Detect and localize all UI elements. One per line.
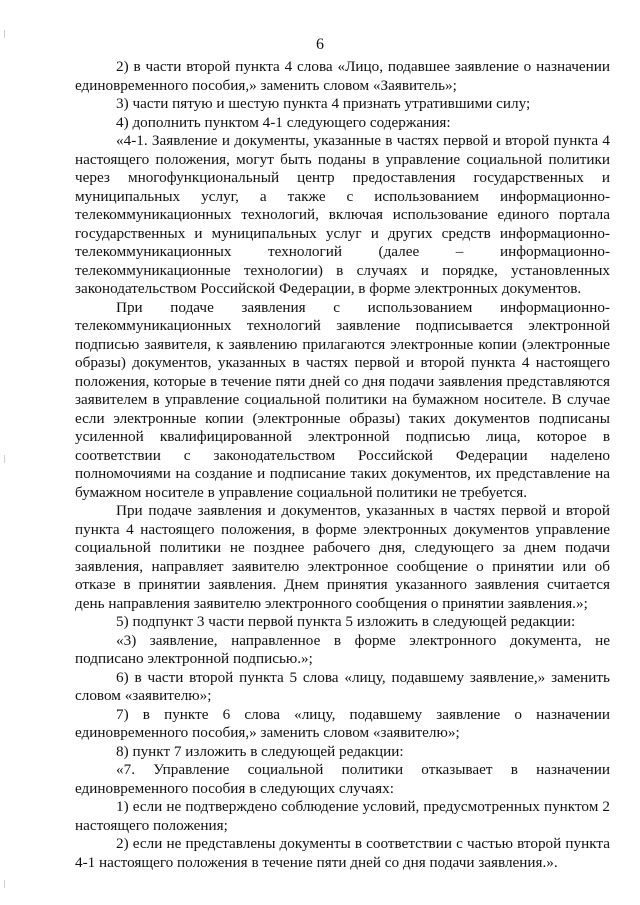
scan-edge-mark xyxy=(4,455,5,463)
page-number: 6 xyxy=(316,36,324,53)
paragraph: «4-1. Заявление и документы, указанные в частях первой и второй пункта 4 настоящего положения, могут быть поданы в управление социальной политики через многофункциональный центр предоставления государственных и муниципальных услуг, а также с использованием информационно-телекоммуникационных технологий, включая использование единого портала государственных и муниципальных услуг и других средств информационно-телекоммуникационных технологий (далее – информационно-телекоммуникационные технологии) в случаях и порядке, установленных законодательством Российской Федерации, в форме электронных документов. xyxy=(75,132,610,297)
paragraph: 6) в части второй пункта 5 слова «лицу, подавшему заявление,» заменить словом «заявителю»; xyxy=(75,668,610,704)
paragraph: При подаче заявления с использованием информационно-телекоммуникационных технологий заявление подписывается электронной подписью заявителя, к заявлению прилагаются электронные копии (электронные образы) документов, указанных в частях первой и второй пункта 4 настоящего положения, которые в течение пяти дней со дня подачи заявления представляются заявителем в управление социальной политики на бумажном носителе. В случае если электронные копии (электронные образы) таких документов подписаны усиленной квалифицированной электронной подписью лица, которое в соответствии с законодательством Российской Федерации наделено полномочиями на создание и подписание таких документов, их представление на бумажном носителе в управление социальной политики не требуется. xyxy=(75,298,610,501)
paragraph: «7. Управление социальной политики отказывает в назначении единовременного пособия в следующих случаях: xyxy=(75,761,610,797)
paragraph: 8) пункт 7 изложить в следующей редакции: xyxy=(116,742,404,760)
document-body xyxy=(75,58,610,872)
paragraph: 5) подпункт 3 части первой пункта 5 изложить в следующей редакции: xyxy=(116,613,576,630)
paragraph: 7) в пункте 6 слова «лицу, подавшему заявление о назначении единовременного пособия,» заменить словом «заявителю»; xyxy=(75,705,610,741)
paragraph: 2) если не представлены документы в соответствии с частью второй пункта 4-1 настоящего положения в течение пяти дней со дня подачи заявления.». xyxy=(75,835,610,871)
paragraph: При подаче заявления и документов, указанных в частях первой и второй пункта 4 настоящего положения, в форме электронных документов управление социальной политики не позднее рабочего дня, следующего за днем подачи заявления, направляет заявителю электронное сообщение о принятии или об отказе в принятии заявления. Днем принятия указанного заявления считается день направления заявителю электронного сообщения о принятии заявления.»; xyxy=(75,502,610,612)
paragraph: 1) если не подтверждено соблюдение условий, предусмотренных пунктом 2 настоящего положения; xyxy=(75,798,610,834)
paragraph: «3) заявление, направленное в форме электронного документа, не подписано электронной подписью.»; xyxy=(75,631,610,667)
scan-edge-mark xyxy=(4,880,5,888)
paragraph: 3) части пятую и шестую пункта 4 признать утратившими силу; xyxy=(116,95,531,112)
paragraph: 2) в части второй пункта 4 слова «Лицо, подавшее заявление о назначении единовременного пособия,» заменить словом «Заявитель»; xyxy=(75,58,610,94)
paragraph: 4) дополнить пунктом 4-1 следующего содержания: xyxy=(116,113,451,131)
